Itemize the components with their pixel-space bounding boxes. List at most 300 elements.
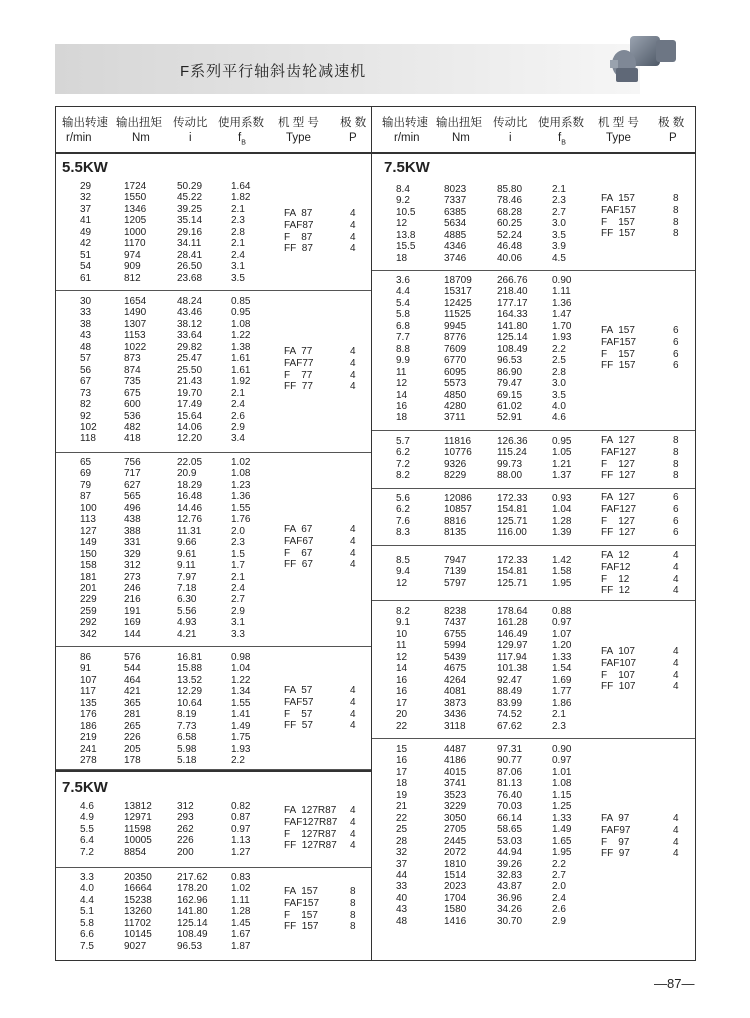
model-type: F 87 bbox=[284, 231, 313, 243]
speed-cell: 48 bbox=[396, 915, 408, 927]
torque-cell: 4885 bbox=[444, 229, 467, 241]
torque-cell: 11525 bbox=[444, 309, 472, 321]
factor-cell: 1.42 bbox=[552, 555, 572, 566]
pole-count: 4 bbox=[350, 231, 356, 243]
torque-cell: 1490 bbox=[124, 307, 147, 319]
torque-cell: 4346 bbox=[444, 241, 467, 253]
pole-count: 8 bbox=[350, 909, 356, 921]
pole-count: 6 bbox=[673, 325, 679, 336]
factor-cell: 3.1 bbox=[231, 261, 245, 273]
speed-cell: 7.2 bbox=[396, 458, 410, 470]
speed-cell: 135 bbox=[80, 697, 97, 709]
group-separator bbox=[372, 600, 695, 601]
pole-count: 4 bbox=[350, 369, 356, 381]
speed-cell: 176 bbox=[80, 709, 97, 721]
factor-cell: 2.9 bbox=[552, 915, 566, 927]
factor-cell: 0.97 bbox=[552, 755, 572, 767]
factor-cell: 4.0 bbox=[552, 400, 566, 412]
model-type: FAF157 bbox=[601, 204, 637, 216]
ratio-cell: 69.15 bbox=[497, 389, 523, 401]
factor-cell: 1.45 bbox=[231, 917, 251, 929]
ratio-cell: 22.05 bbox=[177, 457, 203, 468]
factor-cell: 1.70 bbox=[552, 320, 572, 332]
spec-table-frame bbox=[55, 106, 696, 961]
ratio-cell: 78.46 bbox=[497, 195, 523, 207]
factor-cell: 1.07 bbox=[552, 628, 572, 640]
speed-cell: 11 bbox=[396, 640, 407, 652]
model-type: FAF87 bbox=[284, 219, 314, 231]
speed-cell: 42 bbox=[80, 238, 92, 250]
torque-cell: 9027 bbox=[124, 940, 147, 952]
ratio-cell: 58.65 bbox=[497, 824, 523, 836]
torque-cell: 1724 bbox=[124, 181, 147, 192]
ratio-cell: 46.48 bbox=[497, 241, 523, 253]
speed-cell: 16 bbox=[396, 400, 408, 412]
torque-cell: 496 bbox=[124, 502, 141, 514]
factor-cell: 1.69 bbox=[552, 674, 572, 686]
header-torque: 输出扭矩 bbox=[436, 117, 482, 129]
page-number: —87— bbox=[654, 976, 695, 991]
factor-cell: 1.7 bbox=[231, 560, 245, 572]
pole-count: 6 bbox=[673, 336, 679, 348]
ratio-cell: 293 bbox=[177, 812, 194, 824]
torque-cell: 6095 bbox=[444, 366, 467, 378]
torque-cell: 9326 bbox=[444, 458, 467, 470]
right-header-rule bbox=[372, 152, 695, 154]
page-title: F系列平行轴斜齿轮减速机 bbox=[180, 63, 367, 80]
speed-cell: 69 bbox=[80, 468, 92, 480]
torque-cell: 10005 bbox=[124, 835, 152, 847]
factor-cell: 1.28 bbox=[552, 515, 572, 527]
pole-count: 6 bbox=[673, 348, 679, 360]
speed-cell: 4.4 bbox=[396, 286, 410, 298]
speed-cell: 117 bbox=[80, 686, 96, 698]
header-speed: 输出转速 bbox=[382, 117, 428, 129]
pole-count: 8 bbox=[673, 228, 679, 240]
speed-cell: 7.7 bbox=[396, 332, 410, 344]
model-type: FAF12 bbox=[601, 561, 631, 573]
speed-cell: 61 bbox=[80, 272, 92, 284]
factor-cell: 1.36 bbox=[552, 297, 572, 309]
factor-cell: 1.61 bbox=[231, 353, 251, 365]
torque-cell: 8238 bbox=[444, 606, 467, 617]
speed-cell: 107 bbox=[80, 674, 97, 686]
torque-cell: 438 bbox=[124, 514, 141, 526]
factor-cell: 2.9 bbox=[231, 421, 245, 433]
speed-cell: 49 bbox=[80, 226, 92, 238]
factor-cell: 1.22 bbox=[231, 674, 251, 686]
ratio-cell: 172.33 bbox=[497, 493, 528, 504]
factor-cell: 1.13 bbox=[231, 835, 251, 847]
torque-cell: 5634 bbox=[444, 218, 467, 230]
speed-cell: 4.0 bbox=[80, 883, 94, 895]
ratio-cell: 6.58 bbox=[177, 732, 197, 744]
speed-cell: 259 bbox=[80, 605, 97, 617]
model-type: FAF157 bbox=[601, 336, 637, 348]
ratio-cell: 52.91 bbox=[497, 412, 523, 424]
factor-cell: 3.0 bbox=[552, 218, 566, 230]
model-type: F 12 bbox=[601, 573, 630, 585]
model-type: FF 127R87 bbox=[284, 840, 337, 852]
ratio-cell: 125.14 bbox=[497, 332, 528, 344]
torque-cell: 6755 bbox=[444, 628, 467, 640]
ratio-cell: 12.76 bbox=[177, 514, 203, 526]
ratio-cell: 125.14 bbox=[177, 917, 208, 929]
factor-cell: 1.28 bbox=[231, 906, 251, 918]
pole-count: 8 bbox=[673, 446, 679, 458]
ratio-cell: 34.26 bbox=[497, 904, 523, 916]
ratio-cell: 101.38 bbox=[497, 663, 528, 675]
speed-cell: 48 bbox=[80, 341, 92, 353]
speed-cell: 16 bbox=[396, 674, 408, 686]
speed-cell: 92 bbox=[80, 410, 92, 422]
torque-cell: 8023 bbox=[444, 184, 467, 195]
model-type: FAF67 bbox=[284, 535, 314, 547]
torque-cell: 8135 bbox=[444, 527, 467, 539]
model-type: FAF127 bbox=[601, 503, 637, 515]
torque-cell: 20350 bbox=[124, 872, 152, 883]
speed-cell: 13.8 bbox=[396, 229, 416, 241]
model-type: FF 67 bbox=[284, 559, 313, 571]
factor-cell: 1.82 bbox=[231, 192, 251, 204]
torque-cell: 6385 bbox=[444, 206, 467, 218]
speed-cell: 7.5 bbox=[80, 940, 94, 952]
factor-cell: 2.7 bbox=[231, 594, 245, 606]
torque-cell: 169 bbox=[124, 617, 141, 629]
ratio-cell: 13.52 bbox=[177, 674, 203, 686]
model-type: FF 97 bbox=[601, 848, 630, 860]
pole-count: 4 bbox=[350, 381, 356, 393]
torque-cell: 565 bbox=[124, 491, 141, 503]
speed-cell: 33 bbox=[80, 307, 92, 319]
model-type: FF 107 bbox=[601, 681, 636, 693]
factor-cell: 2.3 bbox=[552, 720, 566, 732]
pole-count: 4 bbox=[673, 669, 679, 681]
ratio-cell: 262 bbox=[177, 823, 194, 835]
ratio-cell: 52.24 bbox=[497, 229, 523, 241]
ratio-cell: 126.36 bbox=[497, 436, 528, 447]
torque-cell: 331 bbox=[124, 537, 141, 549]
header-service-factor: 使用系数 bbox=[218, 117, 264, 129]
factor-cell: 0.88 bbox=[552, 606, 572, 617]
pole-count: 4 bbox=[673, 550, 679, 561]
speed-cell: 56 bbox=[80, 364, 92, 376]
speed-cell: 57 bbox=[80, 353, 92, 365]
ratio-cell: 217.62 bbox=[177, 872, 208, 883]
left-section-title-5-5kw: 5.5KW bbox=[62, 159, 108, 176]
speed-cell: 79 bbox=[80, 479, 92, 491]
factor-cell: 0.87 bbox=[231, 812, 251, 824]
model-type: F 57 bbox=[284, 708, 313, 720]
speed-cell: 20 bbox=[396, 709, 408, 721]
pole-count: 4 bbox=[350, 708, 356, 720]
pole-count: 6 bbox=[673, 515, 679, 527]
torque-cell: 873 bbox=[124, 353, 141, 365]
pole-count: 6 bbox=[673, 503, 679, 515]
speed-cell: 7.2 bbox=[80, 846, 94, 858]
speed-cell: 9.2 bbox=[396, 195, 410, 207]
factor-cell: 2.8 bbox=[552, 366, 566, 378]
speed-cell: 16 bbox=[396, 755, 408, 767]
model-type: FF 12 bbox=[601, 585, 630, 597]
factor-cell: 1.08 bbox=[552, 778, 572, 790]
speed-cell: 54 bbox=[80, 261, 92, 273]
model-type: FF 157 bbox=[601, 228, 636, 240]
ratio-cell: 97.31 bbox=[497, 744, 523, 755]
ratio-cell: 18.29 bbox=[177, 479, 203, 491]
model-type: FAF107 bbox=[601, 657, 637, 669]
torque-cell: 4675 bbox=[444, 663, 467, 675]
ratio-cell: 154.81 bbox=[497, 504, 528, 516]
speed-cell: 18 bbox=[396, 778, 408, 790]
speed-cell: 4.4 bbox=[80, 894, 94, 906]
speed-cell: 19 bbox=[396, 789, 408, 801]
torque-cell: 2023 bbox=[444, 881, 467, 893]
factor-cell: 2.1 bbox=[231, 203, 245, 215]
torque-cell: 3229 bbox=[444, 801, 467, 813]
ratio-cell: 17.49 bbox=[177, 399, 203, 411]
model-type: FA 77 bbox=[284, 346, 313, 357]
factor-cell: 1.93 bbox=[231, 743, 251, 755]
group-separator bbox=[372, 545, 695, 546]
factor-cell: 1.49 bbox=[231, 720, 251, 732]
ratio-cell: 48.24 bbox=[177, 296, 203, 307]
model-type: FF 87 bbox=[284, 243, 313, 255]
left-table-header bbox=[56, 108, 372, 152]
torque-cell: 216 bbox=[124, 594, 141, 606]
header-torque-unit: Nm bbox=[132, 132, 150, 144]
factor-cell: 1.25 bbox=[552, 801, 572, 813]
torque-cell: 12086 bbox=[444, 493, 472, 504]
header-service-factor-unit: $f_B$ bbox=[558, 132, 566, 147]
ratio-cell: 129.97 bbox=[497, 640, 528, 652]
ratio-cell: 67.62 bbox=[497, 720, 523, 732]
factor-cell: 1.04 bbox=[552, 504, 572, 516]
speed-cell: 16 bbox=[396, 686, 408, 698]
speed-cell: 186 bbox=[80, 720, 97, 732]
ratio-cell: 43.46 bbox=[177, 307, 203, 319]
factor-cell: 2.0 bbox=[552, 881, 566, 893]
factor-cell: 2.2 bbox=[552, 343, 566, 355]
speed-cell: 82 bbox=[80, 399, 92, 411]
speed-cell: 229 bbox=[80, 594, 97, 606]
torque-cell: 4280 bbox=[444, 400, 467, 412]
torque-cell: 388 bbox=[124, 525, 141, 537]
torque-cell: 482 bbox=[124, 421, 141, 433]
header-poles: 极 数 bbox=[658, 117, 685, 129]
model-type: FA 157 bbox=[601, 325, 635, 336]
factor-cell: 1.55 bbox=[231, 502, 251, 514]
torque-cell: 1022 bbox=[124, 341, 147, 353]
ratio-cell: 39.25 bbox=[177, 203, 203, 215]
header-poles-en: P bbox=[669, 132, 677, 144]
speed-cell: 5.7 bbox=[396, 436, 410, 447]
model-type: FAF97 bbox=[601, 824, 631, 836]
factor-cell: 1.02 bbox=[231, 457, 251, 468]
ratio-cell: 19.70 bbox=[177, 387, 203, 399]
torque-cell: 2072 bbox=[444, 847, 467, 859]
factor-cell: 4.6 bbox=[552, 412, 566, 424]
ratio-cell: 6.30 bbox=[177, 594, 197, 606]
speed-cell: 29 bbox=[80, 181, 92, 192]
factor-cell: 2.3 bbox=[231, 215, 245, 227]
gear-reducer-image bbox=[608, 28, 680, 88]
factor-cell: 2.4 bbox=[552, 892, 566, 904]
factor-cell: 1.75 bbox=[231, 732, 251, 744]
factor-cell: 1.22 bbox=[231, 330, 251, 342]
model-type: FA 87 bbox=[284, 208, 313, 219]
pole-count: 6 bbox=[673, 527, 679, 539]
torque-cell: 3873 bbox=[444, 697, 467, 709]
speed-cell: 38 bbox=[80, 318, 92, 330]
factor-cell: 1.23 bbox=[231, 479, 251, 491]
factor-cell: 1.67 bbox=[231, 929, 251, 941]
ratio-cell: 20.9 bbox=[177, 468, 197, 480]
speed-cell: 219 bbox=[80, 732, 97, 744]
factor-cell: 0.97 bbox=[231, 823, 251, 835]
ratio-cell: 7.97 bbox=[177, 571, 197, 583]
torque-cell: 226 bbox=[124, 732, 141, 744]
speed-cell: 12 bbox=[396, 577, 408, 589]
speed-cell: 102 bbox=[80, 421, 97, 433]
torque-cell: 421 bbox=[124, 686, 141, 698]
factor-cell: 2.5 bbox=[552, 355, 566, 367]
ratio-cell: 74.52 bbox=[497, 709, 523, 721]
torque-cell: 8854 bbox=[124, 846, 147, 858]
torque-cell: 5573 bbox=[444, 378, 467, 390]
ratio-cell: 86.90 bbox=[497, 366, 523, 378]
torque-cell: 9945 bbox=[444, 320, 467, 332]
torque-cell: 205 bbox=[124, 743, 141, 755]
model-type: FA 157 bbox=[601, 193, 635, 204]
factor-cell: 2.6 bbox=[231, 410, 245, 422]
ratio-cell: 141.80 bbox=[497, 320, 528, 332]
factor-cell: 1.41 bbox=[231, 709, 251, 721]
header-torque-unit: Nm bbox=[452, 132, 470, 144]
factor-cell: 2.2 bbox=[231, 755, 245, 767]
ratio-cell: 36.96 bbox=[497, 892, 523, 904]
torque-cell: 3746 bbox=[444, 252, 467, 264]
ratio-cell: 34.11 bbox=[177, 238, 202, 250]
ratio-cell: 43.87 bbox=[497, 881, 523, 893]
ratio-cell: 178.64 bbox=[497, 606, 528, 617]
speed-cell: 113 bbox=[80, 514, 96, 526]
factor-cell: 1.95 bbox=[552, 847, 572, 859]
pole-count: 4 bbox=[350, 346, 356, 357]
speed-cell: 22 bbox=[396, 812, 408, 824]
ratio-cell: 108.49 bbox=[497, 343, 528, 355]
group-separator bbox=[372, 270, 695, 271]
torque-cell: 10857 bbox=[444, 504, 472, 516]
pole-count: 4 bbox=[673, 585, 679, 597]
ratio-cell: 83.99 bbox=[497, 697, 523, 709]
model-type: F 97 bbox=[601, 836, 630, 848]
torque-cell: 329 bbox=[124, 548, 141, 560]
factor-cell: 1.08 bbox=[231, 318, 251, 330]
ratio-cell: 38.12 bbox=[177, 318, 203, 330]
torque-cell: 12425 bbox=[444, 297, 472, 309]
factor-cell: 1.76 bbox=[231, 514, 251, 526]
group-separator bbox=[56, 646, 371, 647]
torque-cell: 576 bbox=[124, 652, 141, 663]
torque-cell: 7947 bbox=[444, 555, 467, 566]
speed-cell: 32 bbox=[80, 192, 92, 204]
header-speed-unit: r/min bbox=[394, 132, 420, 144]
speed-cell: 10 bbox=[396, 628, 408, 640]
torque-cell: 5797 bbox=[444, 577, 467, 589]
speed-cell: 6.4 bbox=[80, 835, 94, 847]
ratio-cell: 28.41 bbox=[177, 249, 203, 261]
torque-cell: 2705 bbox=[444, 824, 467, 836]
pole-count: 4 bbox=[673, 573, 679, 585]
model-type: FA 97 bbox=[601, 813, 630, 824]
speed-cell: 6.2 bbox=[396, 504, 410, 516]
group-separator bbox=[56, 452, 371, 453]
model-type: F 157 bbox=[601, 216, 635, 228]
torque-cell: 1810 bbox=[444, 858, 467, 870]
model-type: F 157 bbox=[601, 348, 635, 360]
pole-count: 4 bbox=[350, 535, 356, 547]
pole-count: 4 bbox=[673, 813, 679, 824]
torque-cell: 1307 bbox=[124, 318, 147, 330]
pole-count: 4 bbox=[350, 357, 356, 369]
torque-cell: 974 bbox=[124, 249, 141, 261]
speed-cell: 37 bbox=[396, 858, 408, 870]
ratio-cell: 29.16 bbox=[177, 226, 203, 238]
torque-cell: 5994 bbox=[444, 640, 467, 652]
model-type: FA 127R87 bbox=[284, 805, 337, 816]
factor-cell: 0.82 bbox=[231, 801, 251, 812]
speed-cell: 12 bbox=[396, 651, 408, 663]
speed-cell: 14 bbox=[396, 663, 408, 675]
ratio-cell: 25.47 bbox=[177, 353, 203, 365]
torque-cell: 18709 bbox=[444, 275, 472, 286]
torque-cell: 12971 bbox=[124, 812, 152, 824]
speed-cell: 43 bbox=[396, 904, 408, 916]
torque-cell: 536 bbox=[124, 410, 141, 422]
torque-cell: 3741 bbox=[444, 778, 467, 790]
torque-cell: 1704 bbox=[444, 892, 467, 904]
speed-cell: 100 bbox=[80, 502, 97, 514]
ratio-cell: 79.47 bbox=[497, 378, 523, 390]
factor-cell: 1.27 bbox=[231, 846, 251, 858]
header-ratio: 传动比 bbox=[173, 117, 208, 129]
factor-cell: 1.21 bbox=[552, 458, 572, 470]
factor-cell: 2.1 bbox=[552, 709, 566, 721]
factor-cell: 3.1 bbox=[231, 617, 245, 629]
pole-count: 8 bbox=[350, 886, 356, 897]
ratio-cell: 33.64 bbox=[177, 330, 203, 342]
ratio-cell: 21.43 bbox=[177, 376, 203, 388]
pole-count: 4 bbox=[350, 243, 356, 255]
torque-cell: 3523 bbox=[444, 789, 467, 801]
speed-cell: 9.4 bbox=[396, 566, 410, 578]
pole-count: 8 bbox=[673, 458, 679, 470]
speed-cell: 87 bbox=[80, 491, 92, 503]
torque-cell: 1416 bbox=[444, 915, 467, 927]
torque-cell: 1205 bbox=[124, 215, 147, 227]
ratio-cell: 5.56 bbox=[177, 605, 197, 617]
speed-cell: 8.5 bbox=[396, 555, 410, 566]
ratio-cell: 9.66 bbox=[177, 537, 197, 549]
pole-count: 8 bbox=[350, 921, 356, 933]
header-speed-unit: r/min bbox=[66, 132, 92, 144]
factor-cell: 2.7 bbox=[552, 869, 566, 881]
factor-cell: 1.33 bbox=[552, 651, 572, 663]
torque-cell: 3118 bbox=[444, 720, 466, 732]
factor-cell: 1.36 bbox=[231, 491, 251, 503]
ratio-cell: 108.49 bbox=[177, 929, 208, 941]
